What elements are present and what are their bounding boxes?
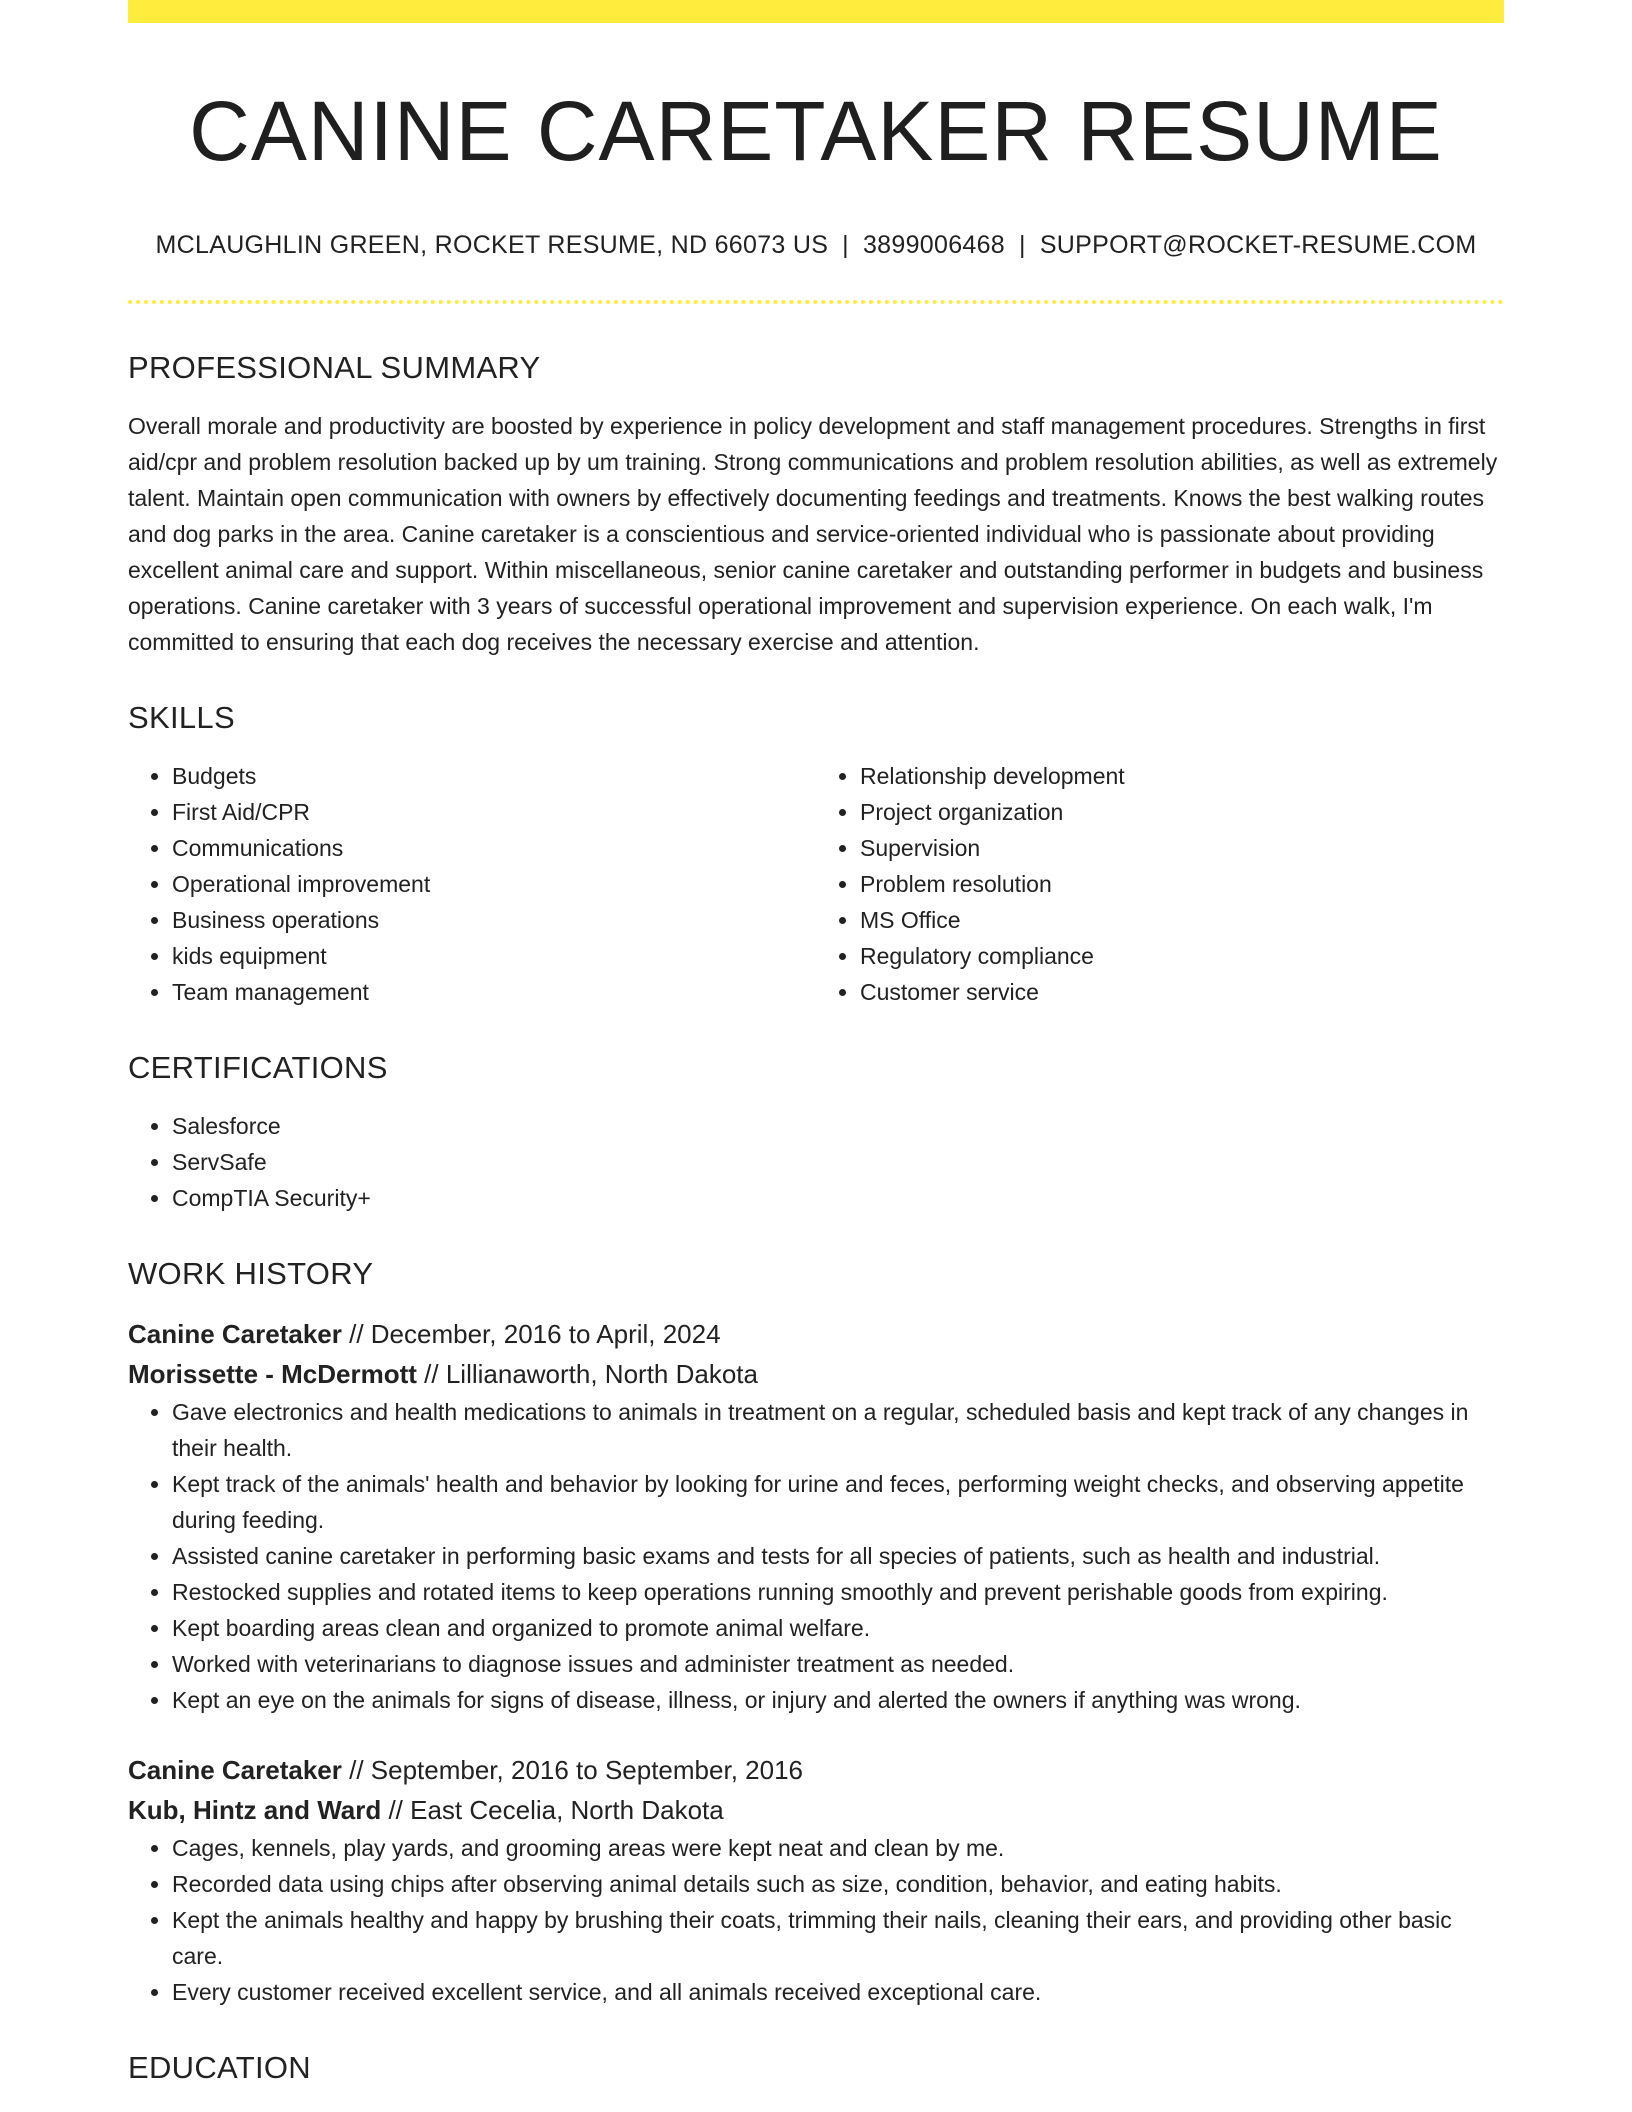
job-duties-list [128,1830,1504,2010]
skill-item: • Communications [172,830,816,866]
job-duty: • Gave electronics and health medications to animals in treatment on a regular, scheduled basis and kept track of any changes in their health. [172,1394,1504,1466]
job-location: // East Cecelia, North Dakota [381,1795,724,1826]
skill-item: • kids equipment [172,938,816,974]
job-duty: • Kept the animals healthy and happy by brushing their coats, trimming their nails, cleaning their ears, and providing other basic care. [172,1902,1504,1974]
skills-list-right [816,758,1504,1010]
job-duty: • Worked with veterinarians to diagnose issues and administer treatment as needed. [172,1646,1504,1682]
job-dates: // September, 2016 to September, 2016 [341,1755,803,1786]
skills-list-left [128,758,816,1010]
job-duty: • Kept track of the animals' health and behavior by looking for urine and feces, performing weight checks, and observing appetite during feeding. [172,1466,1504,1538]
job-duty: • Restocked supplies and rotated items to keep operations running smoothly and prevent perishable goods from expiring. [172,1574,1504,1610]
contact-address: MCLAUGHLIN GREEN, ROCKET RESUME, ND 66073 US [155,231,829,260]
certification-item: • CompTIA Security+ [172,1180,1504,1216]
job-entry [128,1314,1504,1718]
skill-item: • Budgets [172,758,816,794]
resume-page [128,0,1504,2108]
skill-item: • Customer service [860,974,1504,1010]
skill-item: • Business operations [172,902,816,938]
summary-section [128,350,1504,660]
job-employer: Morissette - McDermott [128,1359,417,1390]
job-title: Canine Caretaker [128,1755,342,1786]
skill-item: • Regulatory compliance [860,938,1504,974]
job-dates: // December, 2016 to April, 2024 [341,1319,721,1350]
contact-separator: | [1019,231,1026,260]
certifications-section [128,1050,1504,1216]
resume-title: CANINE CARETAKER RESUME [189,84,1443,178]
skill-item: • Supervision [860,830,1504,866]
job-employer-line [128,1790,1504,1830]
contact-email: SUPPORT@ROCKET-RESUME.COM [1039,231,1477,260]
skills-heading: SKILLS [128,700,235,736]
job-employer: Kub, Hintz and Ward [128,1795,382,1826]
job-duty: • Cages, kennels, play yards, and grooming areas were kept neat and clean by me. [172,1830,1504,1866]
job-title-line [128,1750,1504,1790]
work-history-heading: WORK HISTORY [128,1256,374,1292]
education-section [128,2050,1504,2086]
skill-item: • Relationship development [860,758,1504,794]
skill-item: • Team management [172,974,816,1010]
job-employer-line [128,1354,1504,1394]
job-title-line [128,1314,1504,1354]
skills-section [128,700,1504,1010]
education-heading: EDUCATION [128,2050,311,2086]
skill-item: • MS Office [860,902,1504,938]
summary-heading: PROFESSIONAL SUMMARY [128,350,541,386]
dotted-divider [128,300,1504,304]
job-entry [128,1750,1504,2010]
skill-item: • First Aid/CPR [172,794,816,830]
certifications-heading: CERTIFICATIONS [128,1050,388,1086]
work-history-section [128,1256,1504,2010]
contact-separator: | [842,231,849,260]
contact-phone: 3899006468 [862,231,1006,260]
skills-grid [128,758,1504,1010]
job-duty: • Recorded data using chips after observing animal details such as size, condition, behavior, and eating habits. [172,1866,1504,1902]
job-title: Canine Caretaker [128,1319,342,1350]
skill-item: • Project organization [860,794,1504,830]
summary-text: Overall morale and productivity are boosted by experience in policy development and staff management procedures. Strengths in first aid/cpr and problem resolution backed up by um training. Strong communications and problem resolution abilities, as well as extremely talent. Maintain open communication with owners by effectively documenting feedings and treatments. Knows the best walking routes and dog parks in the area. Canine caretaker is a conscientious and service-oriented individual who is passionate about providing excellent animal care and support. Within miscellaneous, senior canine caretaker and outstanding performer in budgets and business operations. Canine caretaker with 3 years of successful operational improvement and supervision experience. On each walk, I'm committed to ensuring that each dog receives the necessary exercise and attention. [128,413,1498,656]
skill-item: • Operational improvement [172,866,816,902]
job-duty: • Kept an eye on the animals for signs of disease, illness, or injury and alerted the owners if anything was wrong. [172,1682,1504,1718]
accent-top-bar [128,0,1504,23]
certification-item: • ServSafe [172,1144,1504,1180]
certifications-list [128,1108,1504,1216]
certification-item: • Salesforce [172,1108,1504,1144]
skill-item: • Problem resolution [860,866,1504,902]
job-location: // Lillianaworth, North Dakota [416,1359,758,1390]
job-duties-list [128,1394,1504,1718]
job-duty: • Every customer received excellent service, and all animals received exceptional care. [172,1974,1504,2010]
job-duty: • Kept boarding areas clean and organized to promote animal welfare. [172,1610,1504,1646]
contact-line [128,231,1504,260]
job-duty: • Assisted canine caretaker in performing basic exams and tests for all species of patients, such as health and industrial. [172,1538,1504,1574]
